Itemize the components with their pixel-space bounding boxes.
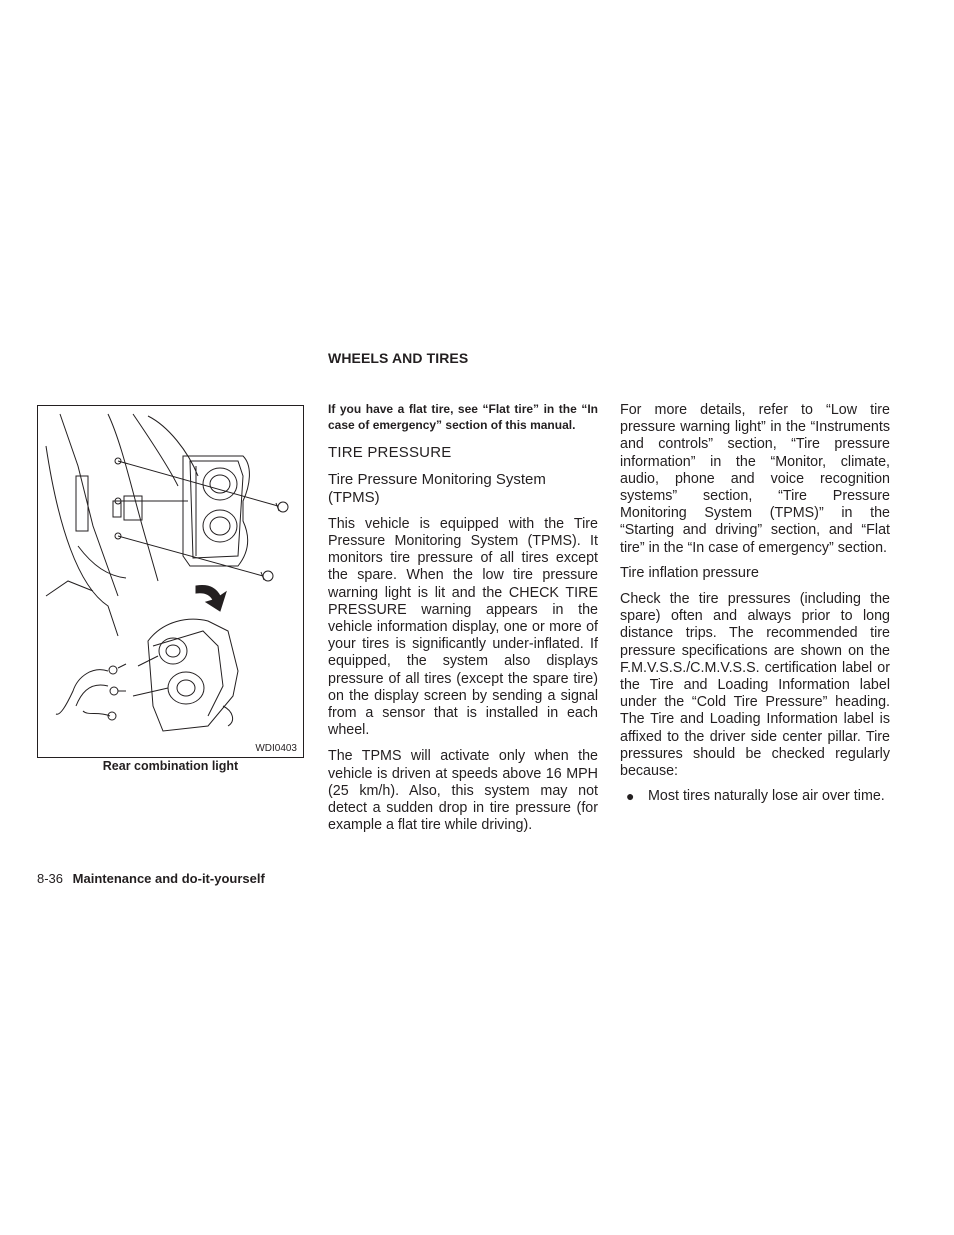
figure-code: WDI0403	[255, 743, 297, 754]
details-paragraph: For more details, refer to “Low tire pressure warning light” in the “Instruments and controls” section, “Tire pressure information” in the “Monitor, climate, audio, phone and voice recognition systems” section, “Tire Pressure Monitoring System (TPMS)” in the “Starting and driving” section, and “Flat tire” in the “In case of emergency” section.	[620, 402, 890, 556]
flat-tire-note: If you have a flat tire, see “Flat tire” in the “In case of emergency” section of this manual.	[328, 402, 598, 432]
bulb-socket-icon	[159, 638, 204, 704]
inflation-pressure-heading: Tire inflation pressure	[620, 564, 759, 581]
middle-column	[328, 402, 598, 834]
tire-pressure-heading: TIRE PRESSURE	[328, 443, 452, 461]
tpms-activation-paragraph: The TPMS will activate only when the vehicle is driven at speeds above 16 MPH (25 km/h). Also, this system may not detect a sudden drop in tire pressure (for example a flat tire while driving).	[328, 748, 598, 834]
figure-caption: Rear combination light	[102, 759, 239, 773]
inflation-paragraph: Check the tire pressures (including the spare) often and always prior to long distance trips. The recommended tire pressure specifications are shown on the F.M.V.S.S./C.M.V.S.S. certification label or the Tire and Loading Information label under the “Cold Tire Pressure” heading. The Tire and Loading Information label is affixed to the driver side center pillar. Tire pressures should be checked regularly because:	[620, 591, 890, 780]
bullet-text: Most tires naturally lose air over time.	[648, 788, 885, 805]
figure-rear-combination-light	[37, 405, 304, 758]
tpms-paragraph: This vehicle is equipped with the Tire Pressure Monitoring System (TPMS). It monitors tire pressure of all tires except the spare. When the low tire pressure warning light is lit and the CHECK TIRE PRESSURE warning appears in the vehicle information display, one or more of your tires is significantly under-inflated. If equipped, the system also displays pressure of all tires (except the spare tire) on the display screen by sending a signal from a sensor that is installed in each wheel.	[328, 515, 598, 739]
list-item	[620, 788, 890, 805]
arrow-down-icon	[196, 585, 226, 611]
screw-icon	[261, 502, 288, 581]
right-column	[620, 402, 890, 805]
page-number: 8-36	[37, 871, 64, 886]
tpms-heading: Tire Pressure Monitoring System (TPMS)	[328, 470, 546, 506]
section-title: WHEELS AND TIRES	[328, 350, 469, 366]
chapter-title: Maintenance and do-it-yourself	[72, 871, 265, 886]
page-footer	[37, 871, 265, 886]
bullet-icon: ●	[626, 788, 635, 805]
rear-combination-light-drawing	[38, 406, 303, 757]
